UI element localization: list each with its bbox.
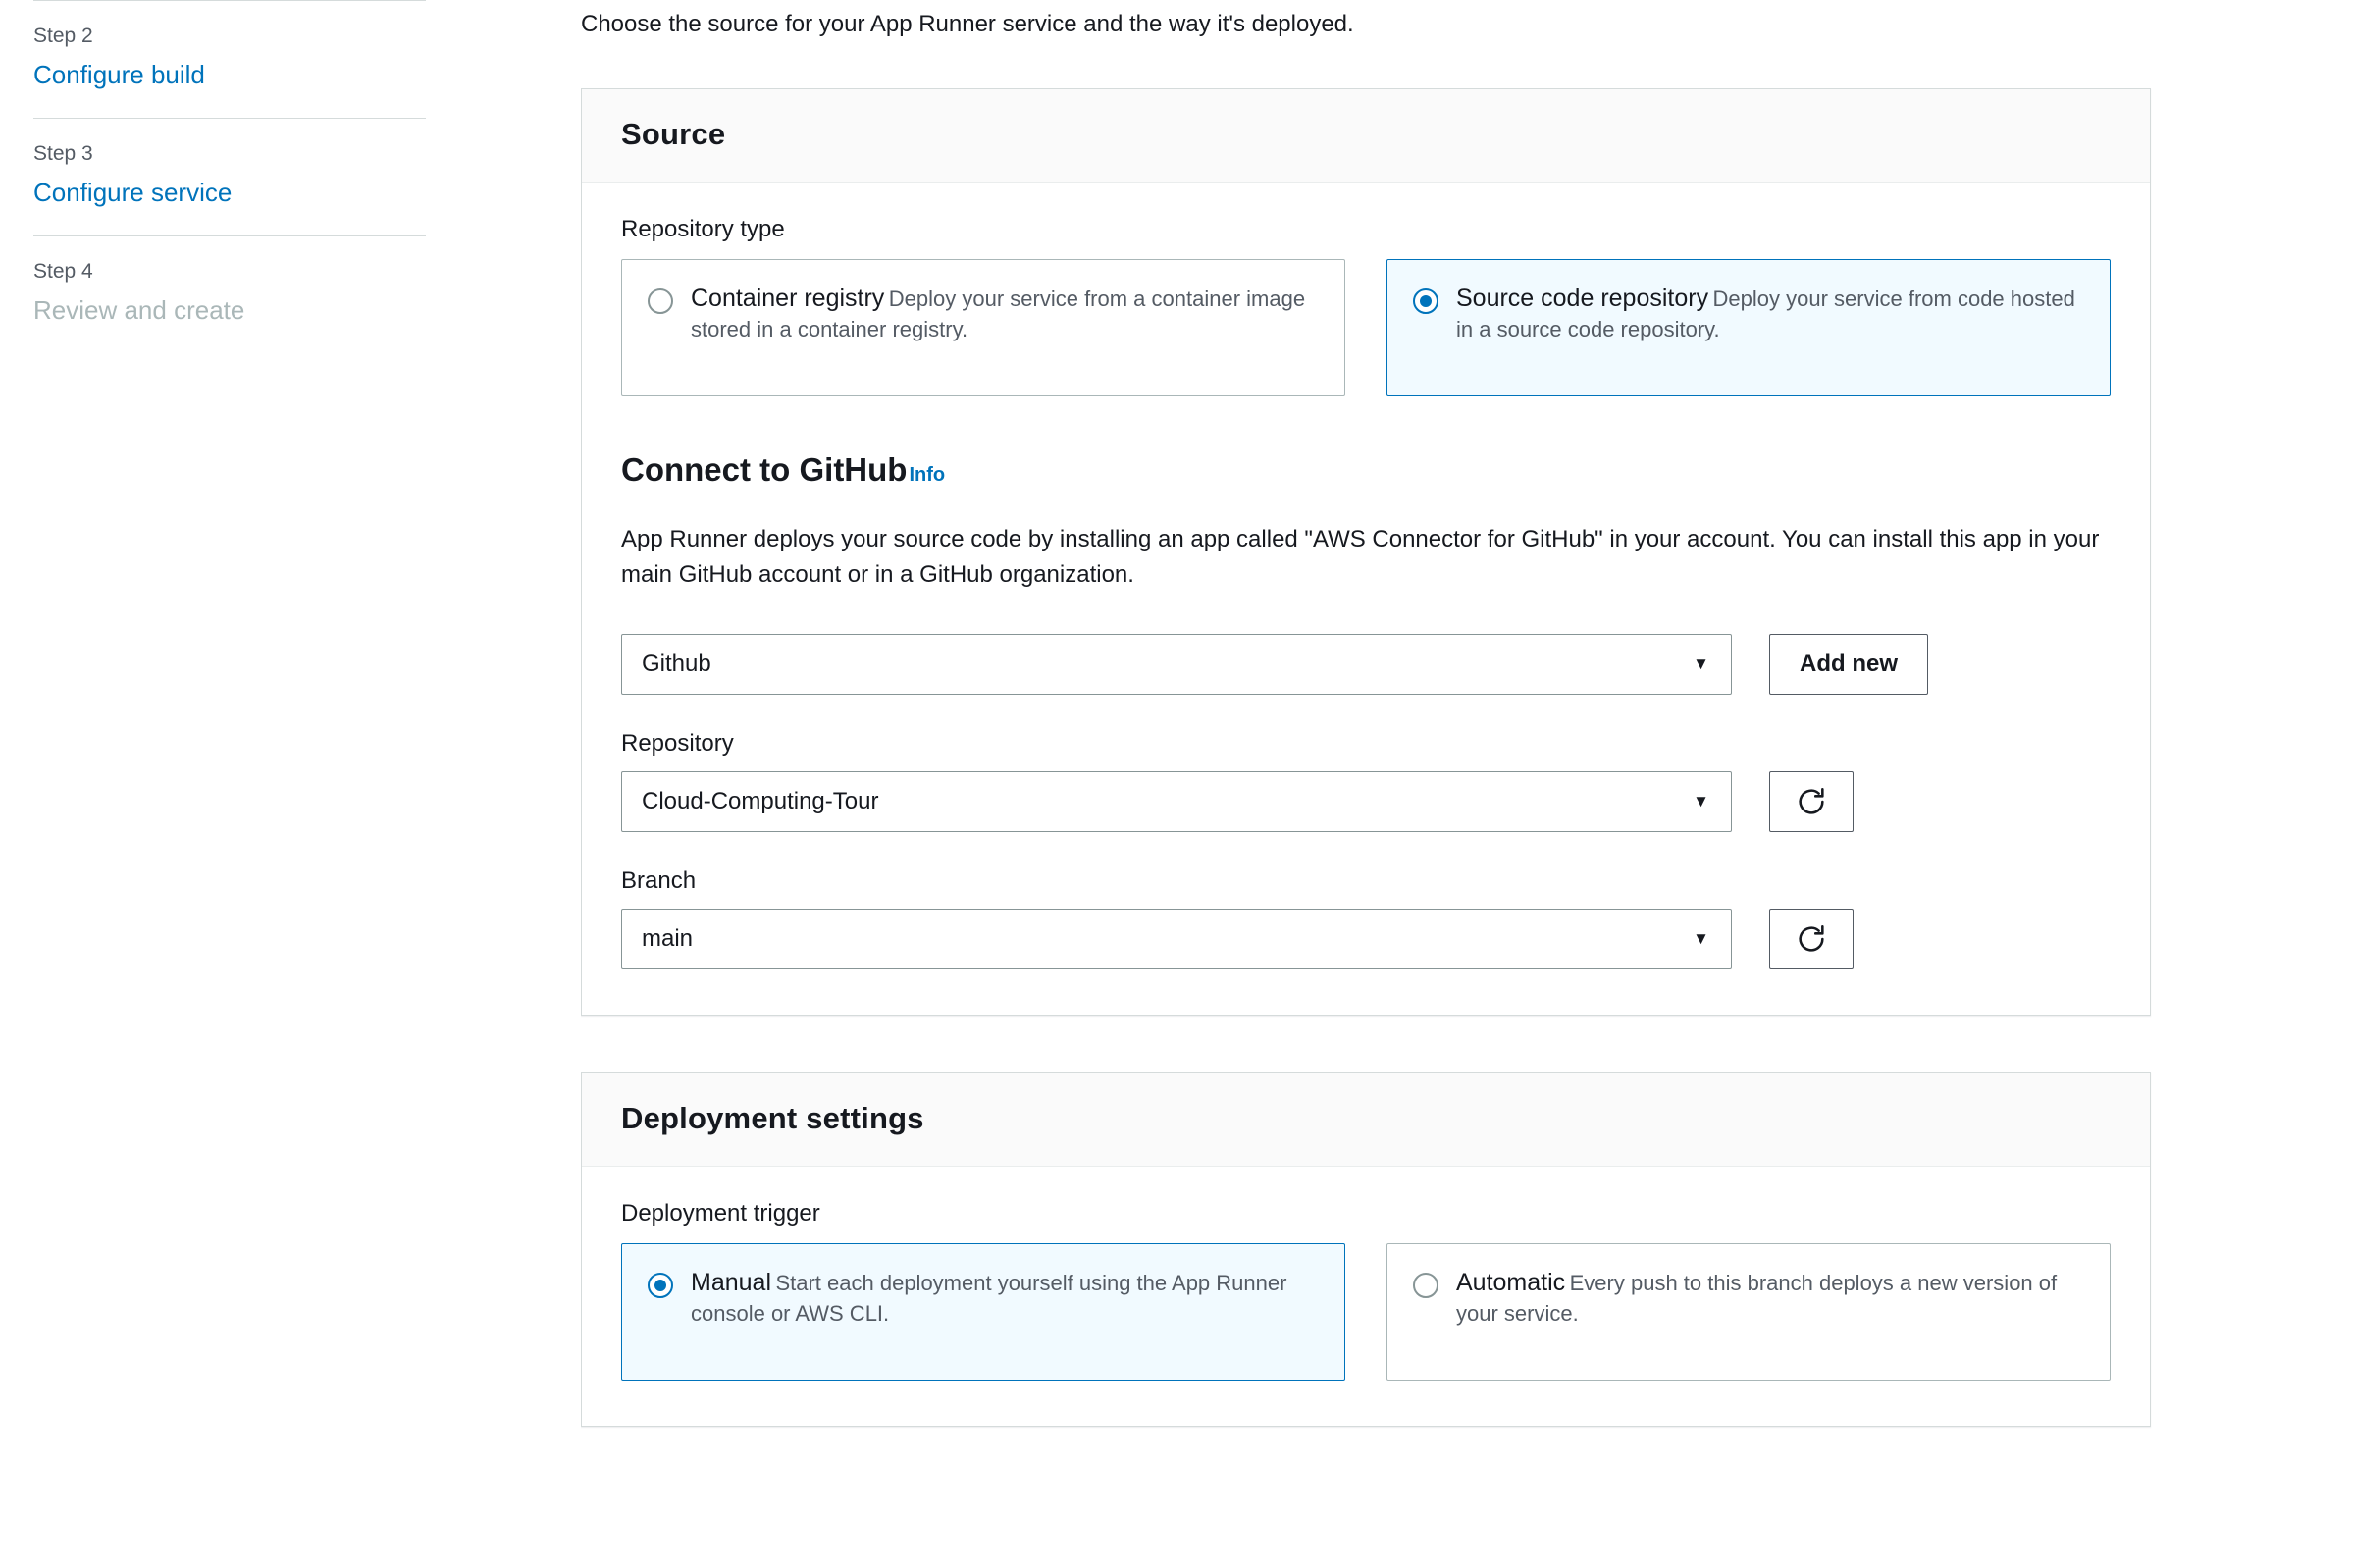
wizard-stepper [0, 0, 510, 1568]
page-intro-text: Choose the source for your App Runner service and the way it's deployed. [581, 11, 1354, 37]
refresh-icon [1795, 922, 1828, 956]
page-title: Source [621, 116, 726, 151]
repository-type-label: Repository type [621, 215, 785, 242]
radio-tile-title: Automatic [1456, 1268, 1566, 1296]
repository-field [621, 730, 2111, 832]
deployment-settings-title: Deployment settings [621, 1100, 924, 1135]
source-card-header [582, 89, 2150, 183]
repository-select[interactable] [621, 771, 1732, 832]
branch-select[interactable] [621, 909, 1732, 969]
repository-select-value: Cloud-Computing-Tour [642, 787, 879, 814]
radio-tile-title: Source code repository [1456, 284, 1709, 312]
add-new-button[interactable]: Add new [1769, 634, 1928, 695]
step-label: Review and create [33, 295, 245, 326]
branch-field [621, 867, 2111, 969]
section-title: Connect to GitHub [621, 450, 908, 488]
sidebar-item-configure-build[interactable] [33, 0, 426, 118]
info-link[interactable]: Info [909, 463, 946, 486]
repository-type-options [621, 259, 2111, 396]
radio-tile-title: Container registry [691, 284, 885, 312]
branch-row [621, 909, 2111, 969]
chevron-down-icon: ▼ [1693, 792, 1709, 811]
connect-to-github-heading [621, 451, 2111, 489]
radio-icon-selected[interactable] [1413, 288, 1438, 314]
radio-icon-selected[interactable] [648, 1273, 673, 1298]
radio-icon[interactable] [1413, 1273, 1438, 1298]
step-label[interactable]: Configure service [33, 178, 233, 208]
step-label[interactable]: Configure build [33, 60, 205, 90]
radio-tile-title: Manual [691, 1268, 771, 1296]
step-number: Step 3 [33, 142, 93, 166]
repository-row [621, 771, 2111, 832]
radio-tile-manual[interactable] [621, 1243, 1345, 1381]
branch-label: Branch [621, 866, 697, 894]
radio-tile-source-code-repository[interactable] [1386, 259, 2111, 396]
step-number: Step 4 [33, 260, 93, 284]
source-card [581, 88, 2151, 1016]
radio-tile-description: Deploy your service from code hosted in a source code repository. [1456, 286, 2075, 342]
sidebar-item-configure-service[interactable] [33, 118, 426, 235]
connect-description: App Runner deploys your source code by installing an app called "AWS Connector for GitHub" in your account. You can install this app in your main GitHub account or in a GitHub organization. [621, 525, 2100, 588]
refresh-icon [1795, 785, 1828, 818]
deployment-trigger-options [621, 1243, 2111, 1381]
branch-select-value: main [642, 924, 694, 952]
sidebar-item-review-and-create [33, 235, 426, 353]
radio-tile-description: Every push to this branch deploys a new version of your service. [1456, 1270, 2058, 1327]
deployment-card-header [582, 1073, 2150, 1167]
deployment-card-body [582, 1167, 2150, 1426]
radio-tile-container-registry[interactable] [621, 259, 1345, 396]
radio-tile-description: Deploy your service from a container image stored in a container registry. [691, 286, 1306, 342]
provider-row [621, 634, 2111, 695]
refresh-repository-button[interactable] [1769, 771, 1854, 832]
deployment-trigger-label: Deployment trigger [621, 1199, 820, 1227]
step-number: Step 2 [33, 25, 93, 47]
radio-tile-description: Start each deployment yourself using the App Runner console or AWS CLI. [691, 1270, 1287, 1327]
source-card-body [582, 183, 2150, 1015]
refresh-branch-button[interactable] [1769, 909, 1854, 969]
radio-icon[interactable] [648, 288, 673, 314]
chevron-down-icon: ▼ [1693, 929, 1709, 949]
chevron-down-icon: ▼ [1693, 654, 1709, 674]
radio-tile-automatic[interactable] [1386, 1243, 2111, 1381]
main-content [581, 0, 2353, 1568]
repository-label: Repository [621, 729, 734, 757]
provider-select[interactable] [621, 634, 1732, 695]
deployment-settings-card [581, 1072, 2151, 1427]
provider-select-value: Github [642, 650, 711, 677]
